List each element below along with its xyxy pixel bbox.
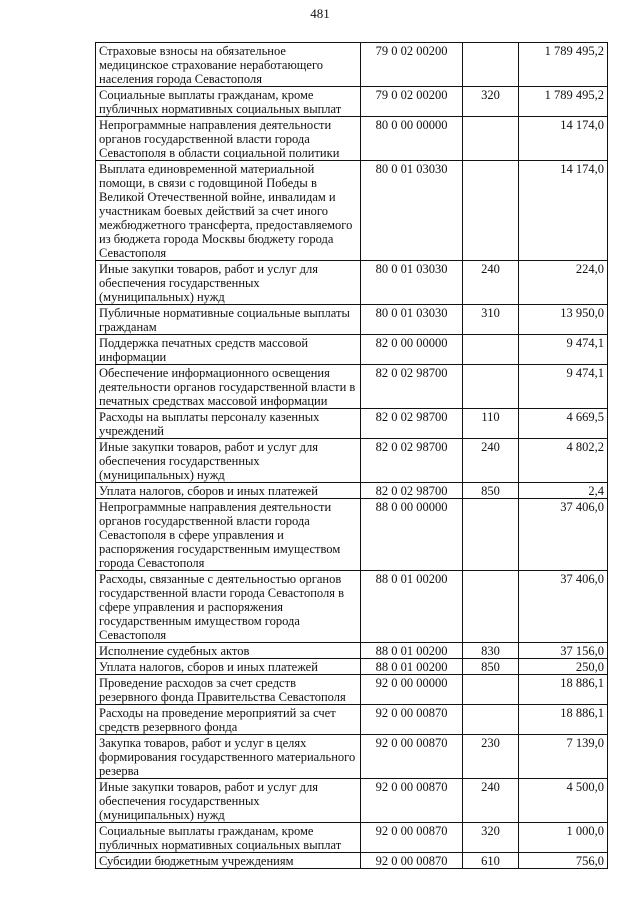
target-article-cell: 92 0 00 00870 (361, 823, 463, 853)
expense-name-cell: Обеспечение информационного освещения деятельности органов государственной власти в печатных средствах массовой информации (96, 365, 361, 409)
target-article-cell: 92 0 00 00870 (361, 735, 463, 779)
amount-cell: 4 802,2 (519, 439, 608, 483)
amount-cell: 37 156,0 (519, 643, 608, 659)
target-article-cell: 80 0 01 03030 (361, 261, 463, 305)
budget-table (95, 42, 608, 869)
budget-table-body (96, 43, 608, 869)
expense-name-cell: Расходы на выплаты персоналу казенных учреждений (96, 409, 361, 439)
expense-name-cell: Иные закупки товаров, работ и услуг для обеспечения государственных (муниципальных) нужд (96, 439, 361, 483)
table-row (96, 779, 608, 823)
table-row (96, 853, 608, 869)
table-row (96, 735, 608, 779)
table-row (96, 365, 608, 409)
expense-name-cell: Выплата единовременной материальной помощи, в связи с годовщиной Победы в Великой Отечественной войне, инвалидам и участникам боевых действий за счет иного межбюджетного трансферта, предоставляемого из бюджета города Москвы бюджету города Севастополя (96, 161, 361, 261)
expense-name-cell: Исполнение судебных актов (96, 643, 361, 659)
table-row (96, 117, 608, 161)
table-row (96, 643, 608, 659)
amount-cell: 224,0 (519, 261, 608, 305)
table-row (96, 571, 608, 643)
amount-cell: 14 174,0 (519, 117, 608, 161)
expense-type-cell: 240 (463, 439, 519, 483)
expense-type-cell (463, 161, 519, 261)
page-number: 481 (310, 6, 330, 21)
target-article-cell: 79 0 02 00200 (361, 43, 463, 87)
target-article-cell: 92 0 00 00870 (361, 779, 463, 823)
target-article-cell: 80 0 01 03030 (361, 161, 463, 261)
amount-cell: 1 789 495,2 (519, 43, 608, 87)
table-row (96, 43, 608, 87)
table-row (96, 439, 608, 483)
target-article-cell: 88 0 01 00200 (361, 643, 463, 659)
amount-cell: 7 139,0 (519, 735, 608, 779)
target-article-cell: 79 0 02 00200 (361, 87, 463, 117)
amount-cell: 37 406,0 (519, 571, 608, 643)
expense-type-cell: 230 (463, 735, 519, 779)
expense-name-cell: Публичные нормативные социальные выплаты гражданам (96, 305, 361, 335)
expense-type-cell (463, 705, 519, 735)
target-article-cell: 92 0 00 00000 (361, 675, 463, 705)
expense-name-cell: Непрограммные направления деятельности органов государственной власти города Севастополя в сфере управления и распоряжения государственным имуществом города Севастополя (96, 499, 361, 571)
expense-type-cell: 610 (463, 853, 519, 869)
amount-cell: 13 950,0 (519, 305, 608, 335)
amount-cell: 18 886,1 (519, 675, 608, 705)
expense-type-cell: 850 (463, 659, 519, 675)
table-row (96, 499, 608, 571)
table-row (96, 483, 608, 499)
expense-name-cell: Социальные выплаты гражданам, кроме публичных нормативных социальных выплат (96, 823, 361, 853)
table-row (96, 161, 608, 261)
expense-name-cell: Расходы, связанные с деятельностью органов государственной власти города Севастополя в сфере управления и распоряжения государственным имуществом города Севастополя (96, 571, 361, 643)
expense-type-cell: 240 (463, 261, 519, 305)
expense-name-cell: Иные закупки товаров, работ и услуг для обеспечения государственных (муниципальных) нужд (96, 779, 361, 823)
expense-name-cell: Закупка товаров, работ и услуг в целях формирования государственного материального резерва (96, 735, 361, 779)
amount-cell: 4 669,5 (519, 409, 608, 439)
target-article-cell: 92 0 00 00870 (361, 705, 463, 735)
expense-type-cell (463, 43, 519, 87)
table-row (96, 335, 608, 365)
target-article-cell: 82 0 02 98700 (361, 439, 463, 483)
table-row (96, 675, 608, 705)
expense-name-cell: Расходы на проведение мероприятий за счет средств резервного фонда (96, 705, 361, 735)
expense-type-cell: 310 (463, 305, 519, 335)
expense-type-cell (463, 117, 519, 161)
expense-type-cell: 240 (463, 779, 519, 823)
amount-cell: 37 406,0 (519, 499, 608, 571)
amount-cell: 1 789 495,2 (519, 87, 608, 117)
expense-name-cell: Страховые взносы на обязательное медицинское страхование неработающего населения города Севастополя (96, 43, 361, 87)
expense-name-cell: Социальные выплаты гражданам, кроме публичных нормативных социальных выплат (96, 87, 361, 117)
expense-type-cell: 830 (463, 643, 519, 659)
table-row (96, 409, 608, 439)
target-article-cell: 80 0 00 00000 (361, 117, 463, 161)
expense-type-cell (463, 499, 519, 571)
expense-type-cell: 850 (463, 483, 519, 499)
amount-cell: 1 000,0 (519, 823, 608, 853)
expense-type-cell: 320 (463, 87, 519, 117)
table-row (96, 705, 608, 735)
target-article-cell: 82 0 00 00000 (361, 335, 463, 365)
target-article-cell: 82 0 02 98700 (361, 483, 463, 499)
target-article-cell: 82 0 02 98700 (361, 409, 463, 439)
expense-name-cell: Поддержка печатных средств массовой информации (96, 335, 361, 365)
expense-type-cell (463, 335, 519, 365)
amount-cell: 250,0 (519, 659, 608, 675)
target-article-cell: 82 0 02 98700 (361, 365, 463, 409)
target-article-cell: 88 0 01 00200 (361, 571, 463, 643)
expense-type-cell: 110 (463, 409, 519, 439)
expense-type-cell: 320 (463, 823, 519, 853)
amount-cell: 9 474,1 (519, 365, 608, 409)
amount-cell: 4 500,0 (519, 779, 608, 823)
table-row (96, 87, 608, 117)
amount-cell: 9 474,1 (519, 335, 608, 365)
expense-type-cell (463, 675, 519, 705)
amount-cell: 756,0 (519, 853, 608, 869)
target-article-cell: 88 0 01 00200 (361, 659, 463, 675)
table-row (96, 823, 608, 853)
table-row (96, 261, 608, 305)
expense-type-cell (463, 571, 519, 643)
target-article-cell: 92 0 00 00870 (361, 853, 463, 869)
amount-cell: 18 886,1 (519, 705, 608, 735)
expense-type-cell (463, 365, 519, 409)
expense-name-cell: Уплата налогов, сборов и иных платежей (96, 483, 361, 499)
expense-name-cell: Уплата налогов, сборов и иных платежей (96, 659, 361, 675)
amount-cell: 14 174,0 (519, 161, 608, 261)
amount-cell: 2,4 (519, 483, 608, 499)
expense-name-cell: Иные закупки товаров, работ и услуг для обеспечения государственных (муниципальных) нужд (96, 261, 361, 305)
expense-name-cell: Субсидии бюджетным учреждениям (96, 853, 361, 869)
expense-name-cell: Проведение расходов за счет средств резервного фонда Правительства Севастополя (96, 675, 361, 705)
expense-name-cell: Непрограммные направления деятельности органов государственной власти города Севастополя в области социальной политики (96, 117, 361, 161)
table-row (96, 305, 608, 335)
target-article-cell: 88 0 00 00000 (361, 499, 463, 571)
table-row (96, 659, 608, 675)
target-article-cell: 80 0 01 03030 (361, 305, 463, 335)
